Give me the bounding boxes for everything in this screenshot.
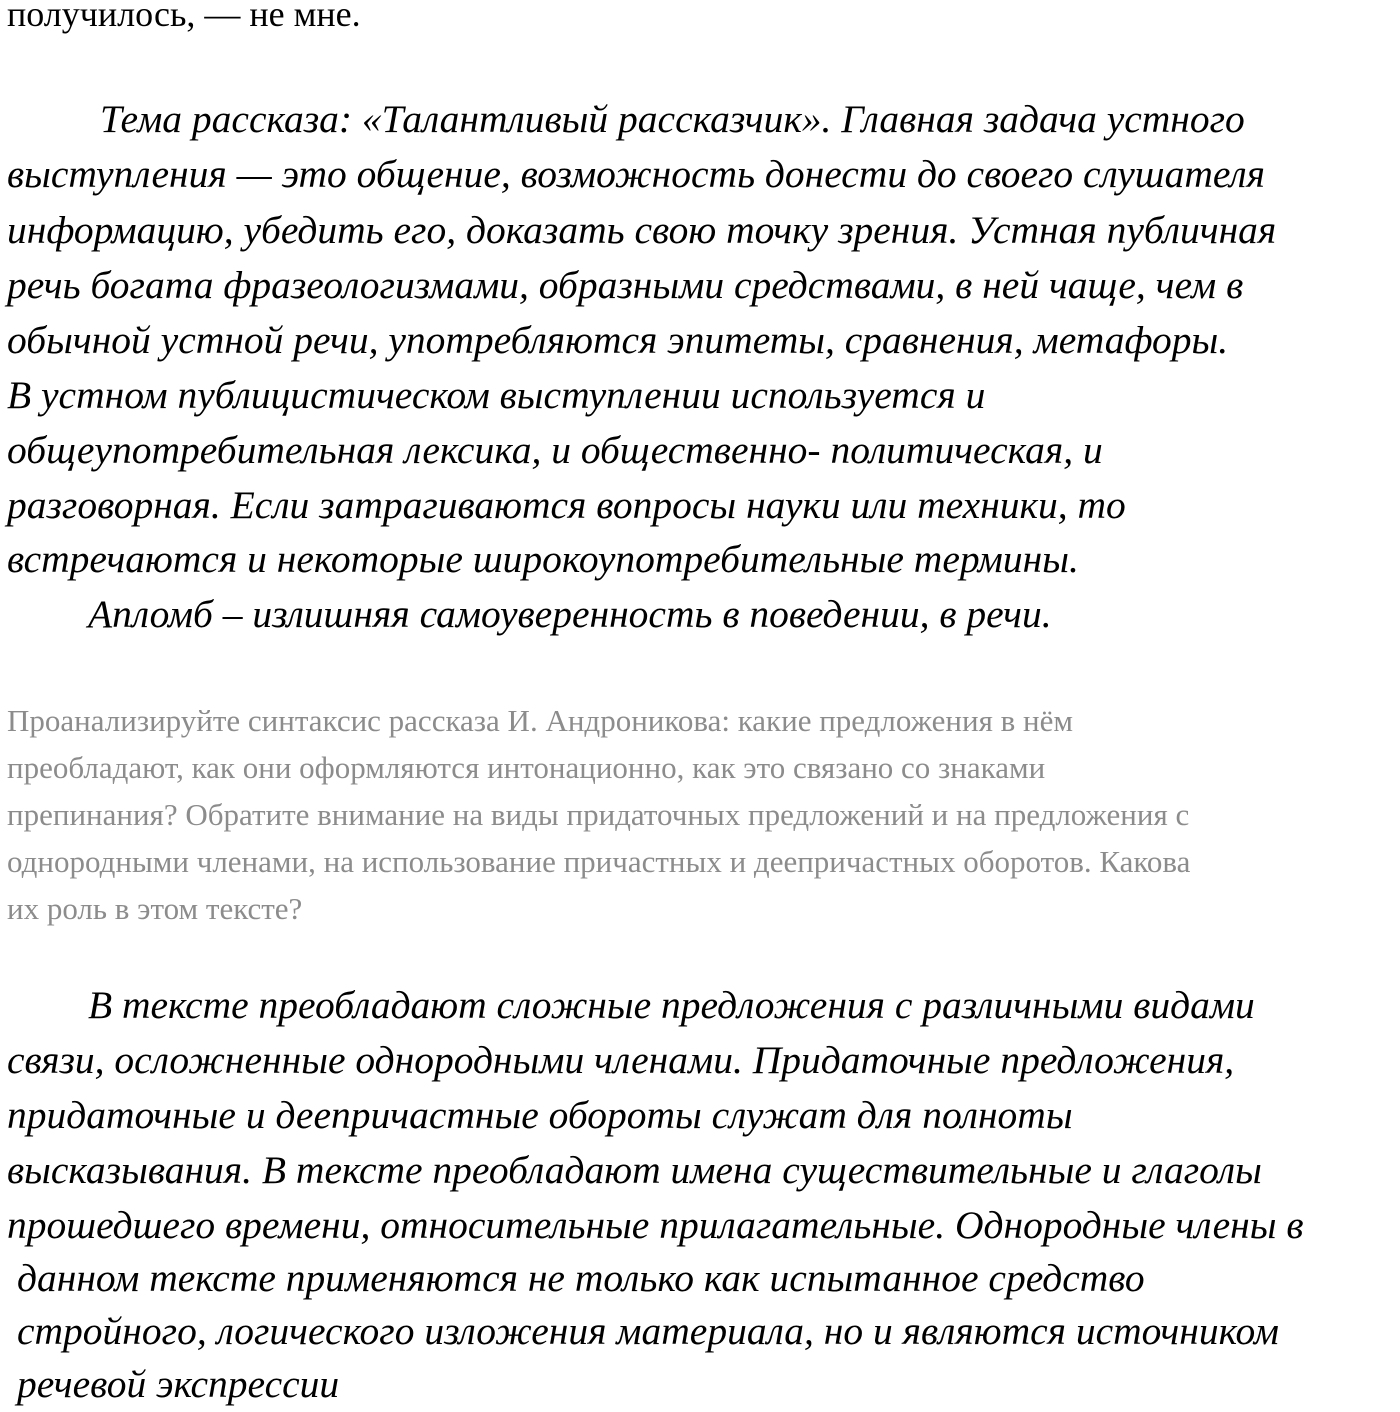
text-line: получилось, — не мне. (7, 0, 361, 34)
text-line: Тема рассказа: «Талантливый рассказчик». Главная задача устного (100, 97, 1245, 141)
text-line: В устном публицистическом выступлении используется и (7, 373, 986, 417)
text-line: однородными членами, на использование причастных и деепричастных оборотов. Какова (7, 844, 1191, 879)
text-line: речевой экспрессии (17, 1362, 340, 1406)
text-line: встречаются и некоторые широкоупотребительные термины. (7, 537, 1079, 581)
text-line: общеупотребительная лексика, и общественно- политическая, и (7, 428, 1103, 472)
text-line: Проанализируйте синтаксис рассказа И. Андроникова: какие предложения в нём (7, 703, 1073, 738)
text-line: стройного, логического изложения материала, но и являются источником (17, 1309, 1280, 1353)
text-line: информацию, убедить его, доказать свою точку зрения. Устная публичная (7, 208, 1277, 252)
text-line: преобладают, как они оформляются интонационно, как это связано со знаками (7, 750, 1046, 785)
text-line: Апломб – излишняя самоуверенность в поведении, в речи. (88, 592, 1052, 636)
text-line: высказывания. В тексте преобладают имена существительные и глаголы (7, 1148, 1262, 1192)
text-line: выступления — это общение, возможность донести до своего слушателя (7, 152, 1266, 196)
text-line: связи, осложненные однородными членами. Придаточные предложения, (7, 1038, 1235, 1082)
text-line: прошедшего времени, относительные прилагательные. Однородные члены в (7, 1203, 1304, 1247)
text-line: обычной устной речи, употребляются эпитеты, сравнения, метафоры. (7, 318, 1229, 362)
text-line: В тексте преобладают сложные предложения с различными видами (88, 983, 1255, 1027)
text-line: речь богата фразеологизмами, образными средствами, в ней чаще, чем в (7, 263, 1244, 307)
text-line: разговорная. Если затрагиваются вопросы науки или техники, то (7, 483, 1126, 527)
text-line: данном тексте применяются не только как испытанное средство (17, 1256, 1145, 1300)
text-line: их роль в этом тексте? (7, 891, 303, 926)
text-line: придаточные и деепричастные обороты служат для полноты (7, 1093, 1073, 1137)
text-line: препинания? Обратите внимание на виды придаточных предложений и на предложения с (7, 797, 1190, 832)
